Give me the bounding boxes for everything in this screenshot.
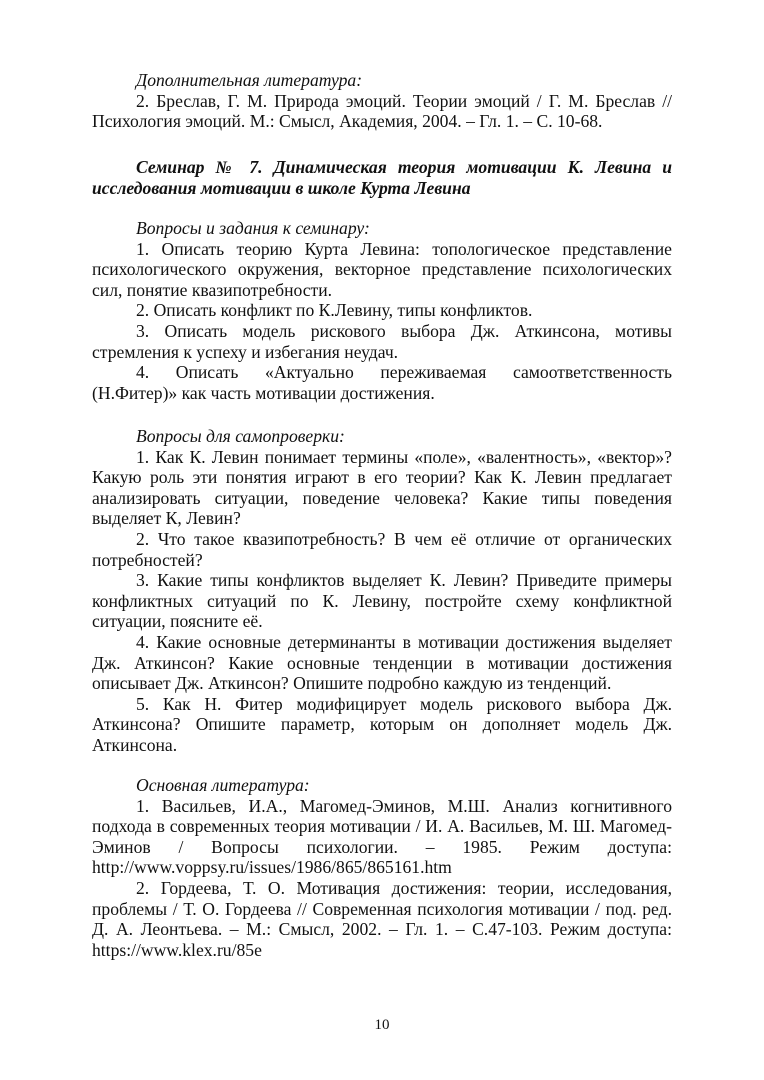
question-item: 5. Как Н. Фитер модифицирует модель рискового выбора Дж. Аткинсона? Опишите параметр, которым он дополняет модель Дж. Аткинсона. bbox=[92, 693, 672, 755]
question-item: 2. Что такое квазипотребность? В чем её отличие от органических потребностей? bbox=[92, 528, 672, 570]
reference-item: 1. Васильев, И.А., Магомед-Эминов, М.Ш. Анализ когнитивного подхода в современных теория мотивации / И. А. Васильев, М. Ш. Магомед-Эминов / Вопросы психологии. – 1985. Режим доступа: http://www.voppsy.ru/issues/1986/865/865161.htm bbox=[92, 795, 672, 878]
seminar-title-section bbox=[92, 157, 672, 198]
section-heading: Вопросы для самопроверки: bbox=[136, 426, 345, 446]
seminar-title: Семинар № 7. Динамическая теория мотивации К. Левина и исследования мотивации в школе Курта Левина bbox=[92, 157, 672, 198]
task-item: 1. Описать теорию Курта Левина: топологическое представление психологического окружения, векторное представление психологических сил, понятие квазипотребности. bbox=[92, 238, 672, 300]
section-heading: Основная литература: bbox=[136, 775, 310, 795]
task-item: 4. Описать «Актуально переживаемая самоответственность (Н.Фитер)» как часть мотивации достижения. bbox=[92, 362, 672, 403]
task-item: 2. Описать конфликт по К.Левину, типы конфликтов. bbox=[136, 300, 533, 321]
additional-literature-section bbox=[92, 70, 672, 132]
reference-item: 2. Бреслав, Г. М. Природа эмоций. Теории эмоций / Г. М. Бреслав // Психология эмоций. М.: Смысл, Академия, 2004. – Гл. 1. – С. 10-68. bbox=[92, 90, 672, 132]
main-literature-section bbox=[92, 775, 672, 960]
section-heading: Вопросы и задания к семинару: bbox=[136, 218, 370, 238]
self-check-section bbox=[92, 426, 672, 756]
question-item: 1. Как К. Левин понимает термины «поле», «валентность», «вектор»? Какую роль эти понятия играют в его теории? Как К. Левин предлагает анализировать ситуации, поведение человека? Какие типы поведения выделяет К, Левин? bbox=[92, 446, 672, 529]
seminar-tasks-section bbox=[92, 218, 672, 403]
page-number: 10 bbox=[374, 1017, 390, 1033]
reference-item: 2. Гордеева, Т. О. Мотивация достижения: теории, исследования, проблемы / Т. О. Гордеева // Современная психология мотивации / под. ред. Д. А. Леонтьева. – М.: Смысл, 2002. – Гл. 1. – С.47-103. Режим доступа: https://www.klex.ru/85e bbox=[92, 877, 672, 960]
section-heading: Дополнительная литература: bbox=[136, 70, 363, 90]
question-item: 3. Какие типы конфликтов выделяет К. Левин? Приведите примеры конфликтных ситуаций по К. Левину, постройте схему конфликтной ситуации, поясните её. bbox=[92, 570, 672, 632]
task-item: 3. Описать модель рискового выбора Дж. Аткинсона, мотивы стремления к успеху и избегания неудач. bbox=[92, 320, 672, 362]
question-item: 4. Какие основные детерминанты в мотивации достижения выделяет Дж. Аткинсон? Какие основные тенденции в мотивации достижения описывает Дж. Аткинсон? Опишите подробно каждую из тенденций. bbox=[92, 631, 672, 694]
